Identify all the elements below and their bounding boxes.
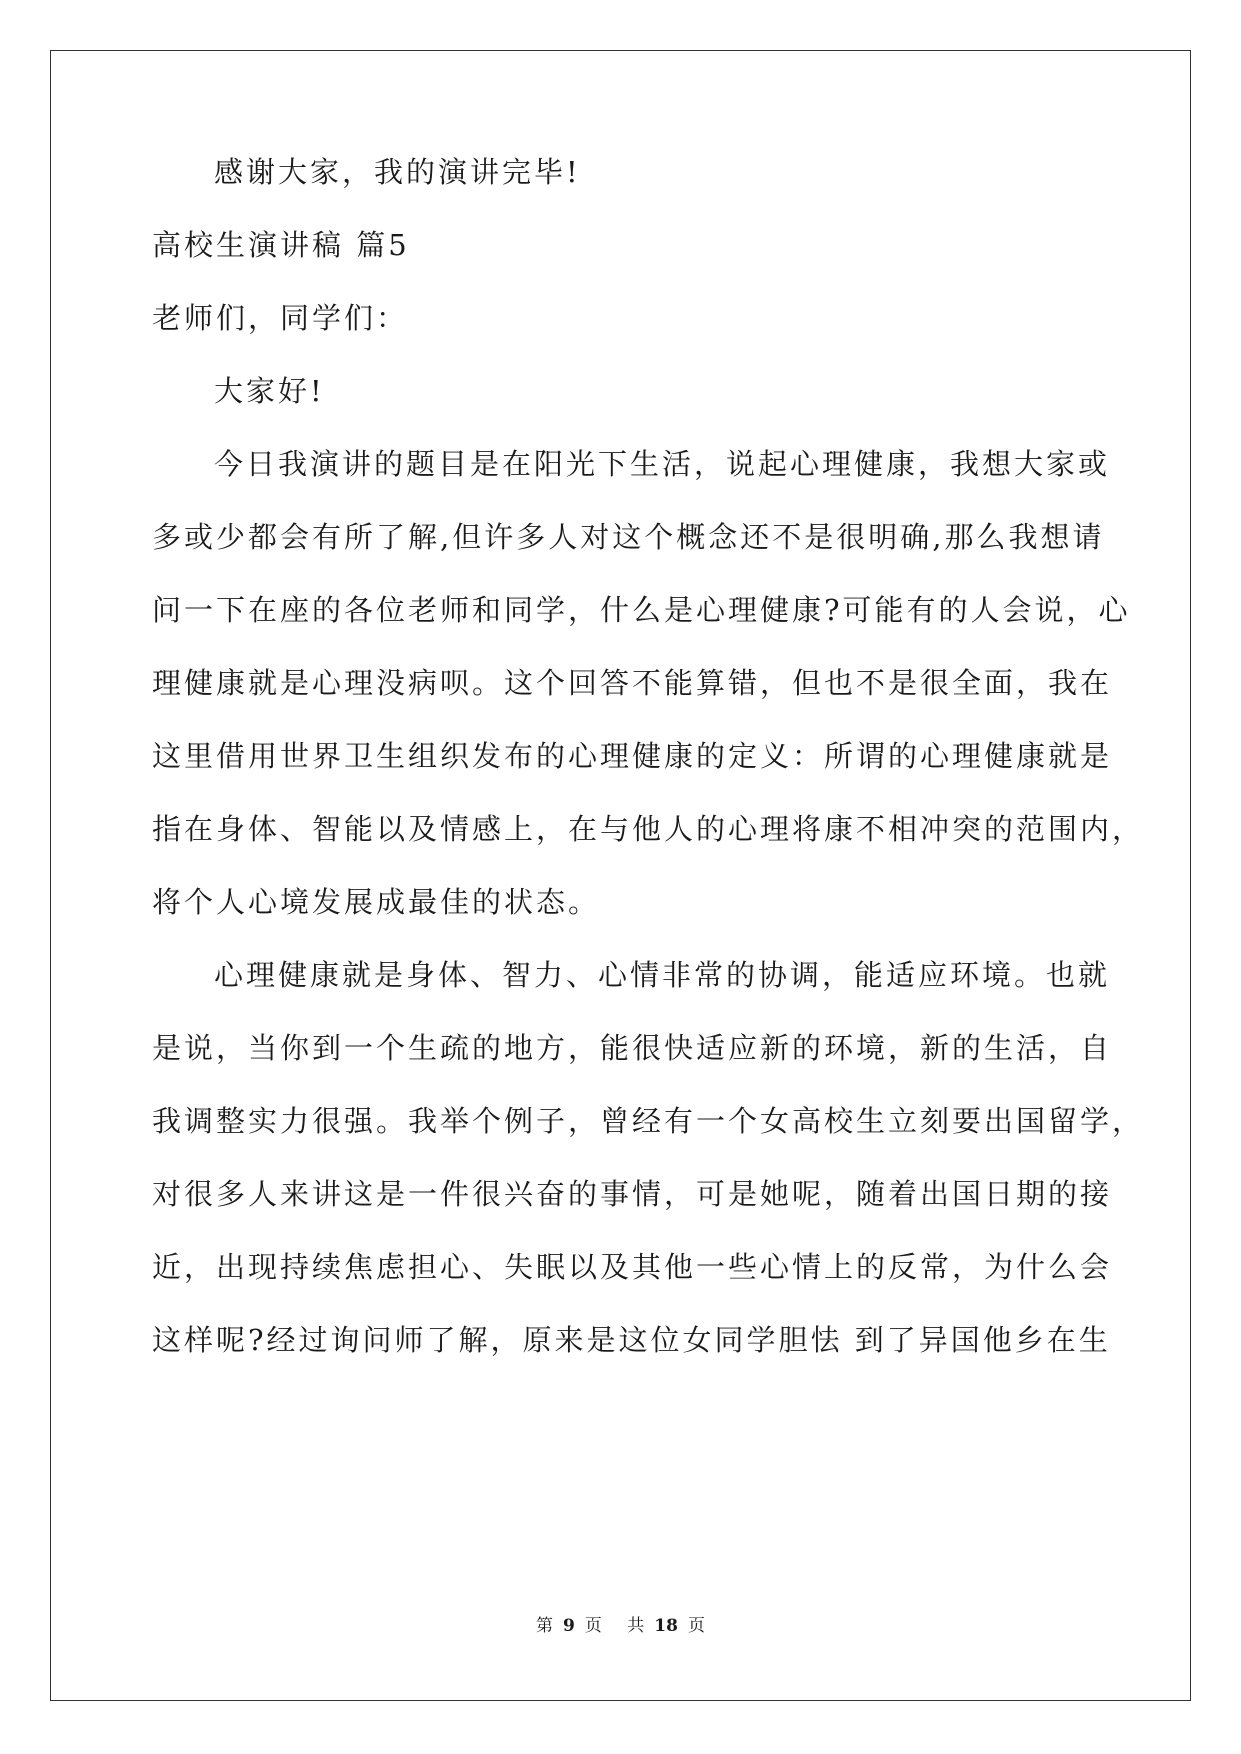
- paragraph-line: 今日我演讲的题目是在阳光下生活，说起心理健康，我想大家或: [214, 447, 1111, 481]
- page-number: [531, 1616, 607, 1636]
- salutation: 老师们，同学们：: [152, 301, 409, 335]
- paragraph-line: 近，出现持续焦虑担心、失眠以及其他一些心情上的反常，为什么会: [152, 1250, 1113, 1284]
- paragraph-line: 对很多人来讲这是一件很兴奋的事情，可是她呢，随着出国日期的接: [152, 1177, 1113, 1211]
- total-suffix: 页: [687, 1616, 705, 1636]
- page-suffix: 页: [584, 1616, 602, 1636]
- paragraph-line: 多或少都会有所了解,但许多人对这个概念还不是很明确,那么我想请: [152, 520, 1105, 554]
- page-footer: [0, 1614, 1241, 1638]
- paragraph-line: 将个人心境发展成最佳的状态。: [152, 885, 601, 919]
- paragraph-line: 是说，当你到一个生疏的地方，能很快适应新的环境，新的生活，自: [152, 1031, 1113, 1065]
- page-prefix: 第: [536, 1616, 554, 1636]
- paragraph-line: 心理健康就是身体、智力、心情非常的协调，能适应环境。也就: [214, 958, 1111, 992]
- section-heading: 高校生演讲稿 篇5: [152, 228, 410, 262]
- paragraph-line: 这里借用世界卫生组织发布的心理健康的定义：所谓的心理健康就是: [152, 739, 1113, 773]
- greeting: 大家好!: [214, 374, 325, 408]
- paragraph-closing: 感谢大家，我的演讲完毕!: [214, 155, 581, 189]
- page-total: [622, 1616, 710, 1636]
- paragraph-line: 指在身体、智能以及情感上，在与他人的心理将康不相冲突的范围内，: [152, 812, 1145, 846]
- total-prefix: 共: [627, 1616, 645, 1636]
- paragraph-line: 问一下在座的各位老师和同学，什么是心理健康?可能有的人会说，心: [152, 593, 1131, 627]
- paragraph-line: 理健康就是心理没病呗。这个回答不能算错，但也不是很全面，我在: [152, 666, 1113, 700]
- total-pages: 18: [654, 1616, 678, 1636]
- paragraph-line: 我调整实力很强。我举个例子，曾经有一个女高校生立刻要出国留学，: [152, 1104, 1145, 1138]
- current-page: 9: [563, 1616, 575, 1636]
- paragraph-line: 这样呢?经过询问师了解，原来是这位女同学胆怯 到了异国他乡在生: [152, 1323, 1111, 1357]
